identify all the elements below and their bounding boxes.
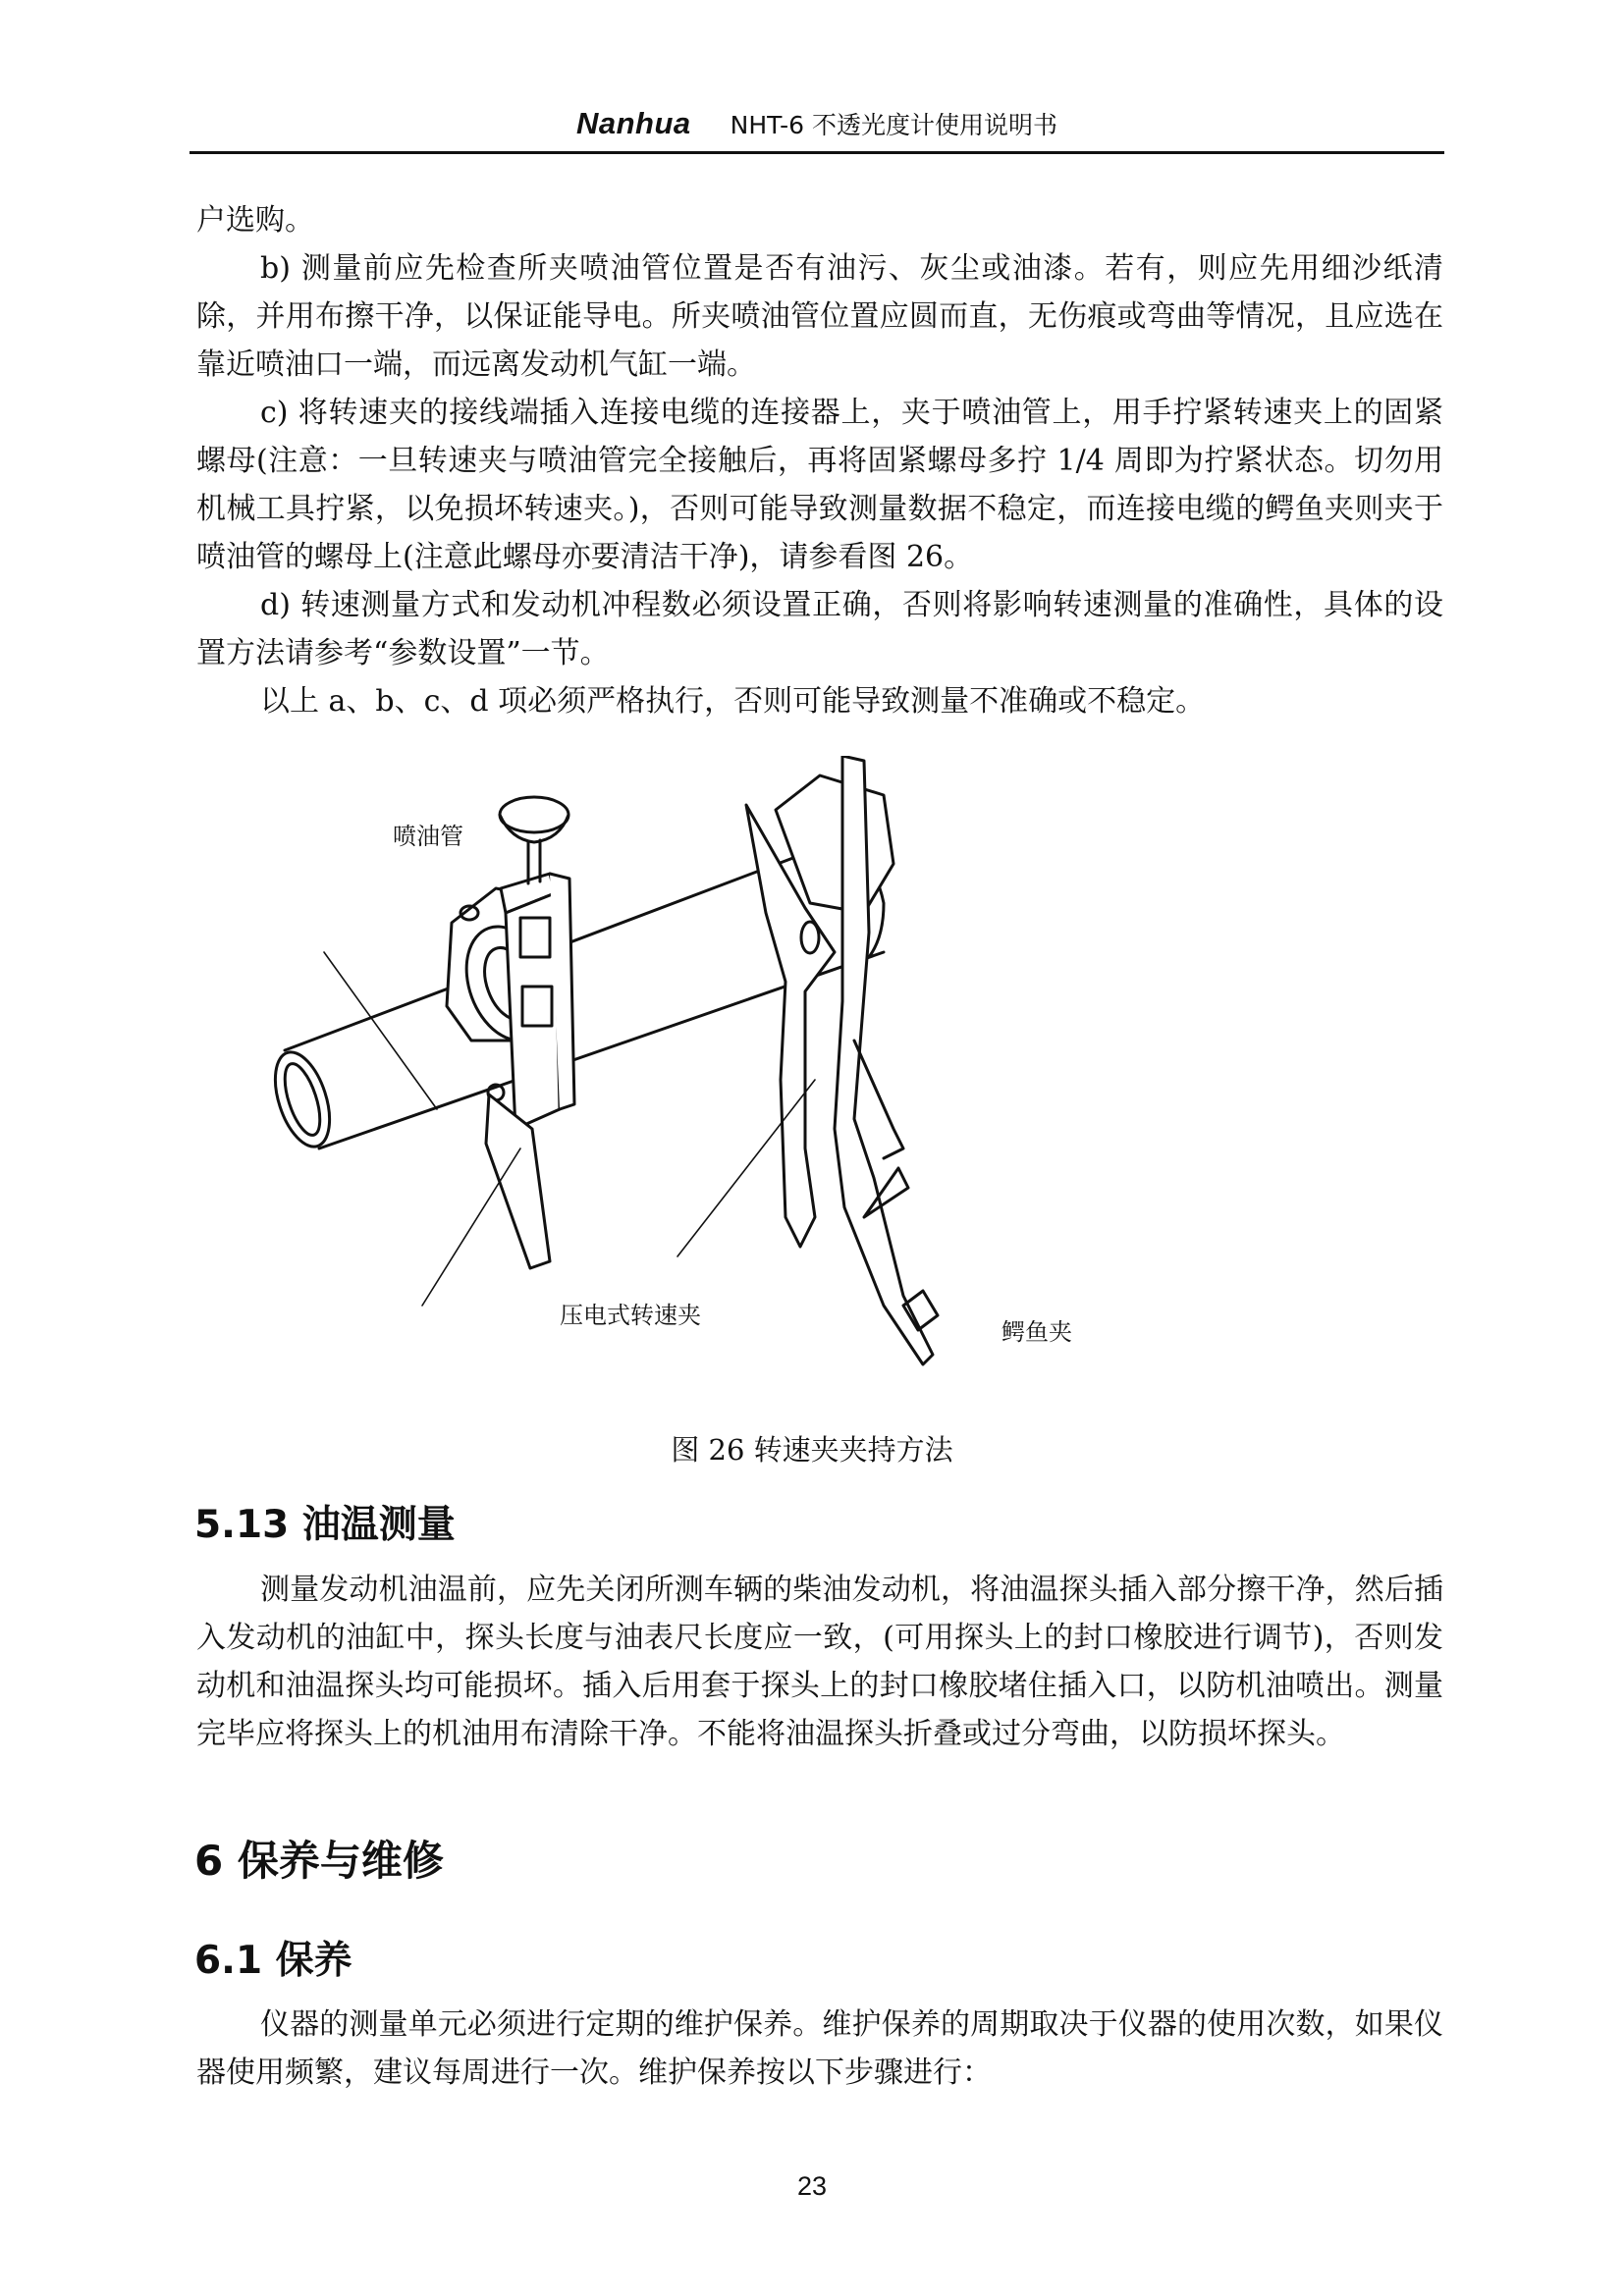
document-title: NHT-6 不透光度计使用说明书 <box>730 111 1058 139</box>
paragraph-summary: 以上 a、b、c、d 项必须严格执行，否则可能导致测量不准确或不稳定。 <box>260 684 1206 719</box>
figure-26 <box>255 756 1394 1443</box>
paragraph-item-d: d) 转速测量方式和发动机冲程数必须设置正确，否则将影响转速测量的准确性，具体的设置方法请参考“参数设置”一节。 <box>196 588 1443 670</box>
page-header <box>189 106 1444 154</box>
header-inner <box>576 106 1057 141</box>
label-speed-clamp: 压电式转速夹 <box>560 1302 701 1329</box>
figure-caption: 图 26 转速夹夹持方法 <box>671 1433 953 1467</box>
paragraph-item-c: c) 将转速夹的接线端插入连接电缆的连接器上，夹于喷油管上，用手拧紧转速夹上的固紧螺母(注意：一旦转速夹与喷油管完全接触后，再将固紧螺母多拧 1/4 周即为拧紧状态。切勿用机械工具拧紧，以免损坏转速夹。)，否则可能导致测量数据不稳定，而连接电缆的鳄鱼夹则夹于喷油管的螺母上(注意此螺母亦要清洁干净)，请参看图 26。 <box>196 396 1443 574</box>
label-alligator-clip: 鳄鱼夹 <box>1001 1318 1072 1346</box>
label-injector-pipe: 喷油管 <box>393 823 463 850</box>
paragraph-maintenance: 仪器的测量单元必须进行定期的维护保养。维护保养的周期取决于仪器的使用次数，如果仪器使用频繁，建议每周进行一次。维护保养按以下步骤进行： <box>196 2007 1443 2090</box>
heading-6: 6 保养与维修 <box>194 1837 444 1885</box>
paragraph-oil-temp: 测量发动机油温前，应先关闭所测车辆的柴油发动机，将油温探头插入部分擦干净，然后插入发动机的油缸中，探头长度与油表尺长度应一致，(可用探头上的封口橡胶进行调节)，否则发动机和油温探头均可能损坏。插入后用套于探头上的封口橡胶堵住插入口，以防机油喷出。测量完毕应将探头上的机油用布清除干净。不能将油温探头折叠或过分弯曲，以防损坏探头。 <box>196 1573 1443 1751</box>
page-number: 23 <box>796 2171 828 2201</box>
heading-5-13: 5.13 油温测量 <box>194 1503 456 1547</box>
heading-6-1: 6.1 保养 <box>194 1939 352 1983</box>
paragraph-item-b: b) 测量前应先检查所夹喷油管位置是否有油污、灰尘或油漆。若有，则应先用细沙纸清除，并用布擦干净，以保证能导电。所夹喷油管位置应圆而直，无伤痕或弯曲等情况，且应选在靠近喷油口一端，而远离发动机气缸一端。 <box>196 251 1443 382</box>
clamp-illustration <box>255 756 1394 1443</box>
nanhua-logo: Nanhua <box>575 106 691 140</box>
paragraph-continuation: 户选购。 <box>196 203 314 238</box>
alligator-clip <box>746 756 938 1364</box>
